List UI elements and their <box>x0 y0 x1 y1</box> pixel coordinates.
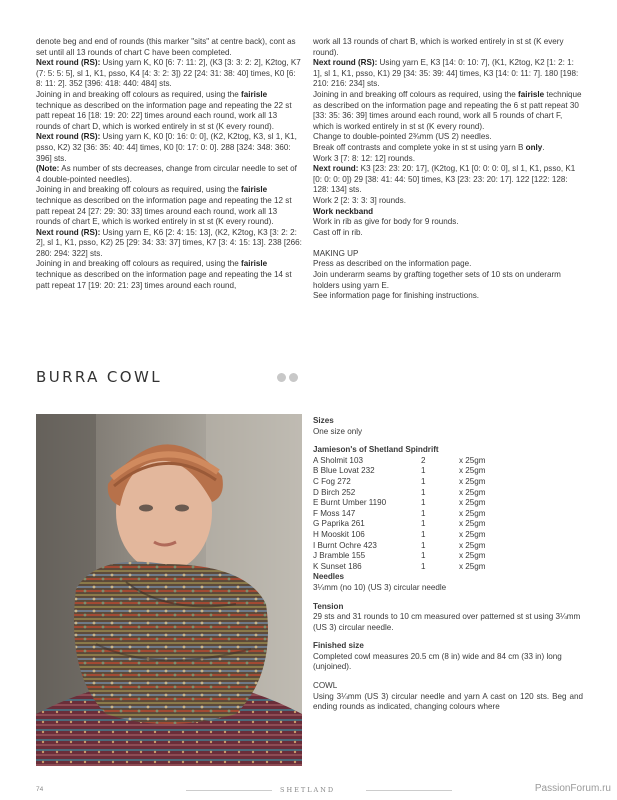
subheading: Work neckband <box>313 206 374 216</box>
pattern-paragraph <box>313 143 583 154</box>
pattern-paragraph <box>313 58 583 90</box>
sizes-value: One size only <box>313 426 363 436</box>
finished-size-value: Completed cowl measures 20.5 cm (8 in) wide and 84 cm (33 in) long (unjoined). <box>313 651 562 672</box>
yarn-unit: x 25gm <box>459 487 486 497</box>
instruction-text: technique as described on the information page and repeating the 22 st patt repeat 16 [18: 19: 20: 22] times around each round, work all 13 rounds of chart D, which is worked entirely in st st (K every round). <box>36 100 292 131</box>
model-photo <box>36 414 302 766</box>
model-photo-illustration <box>36 414 302 766</box>
yarn-table <box>313 456 486 573</box>
yarn-quantity: 1 <box>421 529 426 539</box>
yarn-name: E Burnt Umber 1190 <box>313 498 387 508</box>
yarn-row <box>313 466 486 477</box>
instruction-text: K3 [23: 23: 20: 17], (K2tog, K1 [0: 0: 0: 0], sl 1, K1, psso, K1 [0: 0: 0: 0]) 29 [38: 41: 44: 50] times, K3 [23: 23: 20: 17]. 122 [122: 128: 128: 134] sts. <box>313 164 576 195</box>
yarn-name: C Fog 272 <box>313 476 351 486</box>
instruction-text: . <box>542 142 545 152</box>
yarn-unit: x 25gm <box>459 466 486 476</box>
pattern-paragraph: See information page for finishing instructions. <box>313 291 480 301</box>
yarn-quantity: 1 <box>421 551 426 561</box>
yarn-row <box>313 519 486 530</box>
section-header <box>36 368 302 388</box>
instruction-text: Using yarn E, K3 [14: 0: 10: 7], (K1, K2tog, K2 [1: 2: 1: 1], sl 1, K1, psso, K1) 29 [34: 35: 39: 44] times, K3 [14: 0: 11: 7]. 180 [198: 210: 216: 234] sts. <box>313 58 579 89</box>
decorative-dot <box>289 373 298 382</box>
pattern-paragraph: Cast off in rib. <box>313 227 363 237</box>
pattern-text-right-column <box>313 37 583 302</box>
instruction-text: Joining in and breaking off colours as required, using the <box>36 185 242 195</box>
yarn-row <box>313 530 486 541</box>
instruction-text: As number of sts decreases, change from circular needle to set of 4 double-pointed needles). <box>36 164 297 184</box>
yarn-name: G Paprika 261 <box>313 519 365 529</box>
yarn-name: J Bramble 155 <box>313 551 366 561</box>
pattern-paragraph: Press as described on the information page. <box>313 259 472 269</box>
instruction-text: technique as described on the information page and repeating the 12 st patt repeat 24 [27: 29: 30: 33] times around each round, work all 13 rounds of chart E, which is worked entirely in st st (K every round). <box>36 195 292 227</box>
section-title: BURRA COWL <box>36 368 163 386</box>
tension-heading: Tension <box>313 601 344 611</box>
yarn-row <box>313 562 486 573</box>
sizes-heading: Sizes <box>313 416 334 425</box>
yarn-heading: Jamieson's of Shetland Spindrift <box>313 445 439 455</box>
pattern-paragraph <box>36 228 302 260</box>
needles-heading: Needles <box>313 572 345 582</box>
yarn-name: A Sholmit 103 <box>313 455 363 465</box>
instruction-text: Joining in and breaking off colours as required, using the <box>36 89 242 99</box>
instruction-text: Joining in and breaking off colours as required, using the <box>36 259 242 269</box>
pattern-paragraph <box>36 164 302 185</box>
instruction-text: Joining in and breaking off colours as required, using the <box>313 89 519 99</box>
instruction-label: Next round (RS): <box>36 132 101 142</box>
yarn-unit: x 25gm <box>459 508 486 518</box>
emphasis-term: only <box>525 142 543 152</box>
pattern-paragraph: Work 3 [7: 8: 12: 12] rounds. <box>313 153 415 163</box>
footer-brand: SHETLAND <box>280 786 336 794</box>
yarn-row <box>313 541 486 552</box>
instruction-label: Next round (RS): <box>36 227 101 237</box>
pattern-text-left-column <box>36 37 302 291</box>
pattern-paragraph <box>36 259 302 291</box>
emphasis-term: fairisle <box>241 259 268 269</box>
finished-size-heading: Finished size <box>313 641 364 651</box>
yarn-quantity: 1 <box>421 498 426 508</box>
footer-divider <box>186 790 272 791</box>
needles-value: 3¼mm (no 10) (US 3) circular needle <box>313 582 447 592</box>
pattern-paragraph: MAKING UP <box>313 248 359 258</box>
pattern-paragraph <box>313 207 583 218</box>
instruction-text: Break off contrasts and complete yoke in st st using yarn B <box>313 142 526 152</box>
yarn-row <box>313 477 486 488</box>
pattern-paragraph <box>36 58 302 90</box>
pattern-paragraph <box>36 132 302 164</box>
instruction-text: technique as described on the information page and repeating the 6 st patt repeat 30 [33: 35: 36: 39] times around each round, work all 5 rounds of chart F, which is worked entirely in st st (K every round). <box>313 89 582 131</box>
emphasis-term: fairisle <box>241 89 268 99</box>
page-number: 74 <box>36 786 44 793</box>
watermark: PassionForum.ru <box>534 783 611 794</box>
instruction-text: Using yarn K, K0 [6: 7: 11: 2], (K3 [3: 3: 2: 2], K2tog, K7 (7: 5: 5: 5], sl 1, K1, psso, K4 [4: 3: 2: 3]) 22 [24: 31: 38: 40] times, K0 [6: 8: 11: 2]. 352 [396: 418: 440: 484] sts. <box>36 58 301 89</box>
yarn-name: I Burnt Ochre 423 <box>313 540 377 550</box>
yarn-quantity: 1 <box>421 561 426 571</box>
tension-value: 29 sts and 31 rounds to 10 cm measured over patterned st st using 3¼mm (US 3) circular needle. <box>313 612 581 632</box>
pattern-paragraph <box>36 90 302 132</box>
emphasis-term: fairisle <box>518 89 545 99</box>
footer-divider <box>366 790 452 791</box>
yarn-unit: x 25gm <box>459 529 486 539</box>
page-footer <box>36 786 582 796</box>
yarn-name: D Birch 252 <box>313 487 356 497</box>
instruction-label: Next round (RS): <box>313 58 378 68</box>
yarn-name: F Moss 147 <box>313 508 356 518</box>
yarn-row <box>313 488 486 499</box>
yarn-row <box>313 456 486 467</box>
paragraph-spacer <box>313 238 583 249</box>
yarn-unit: x 25gm <box>459 519 486 529</box>
pattern-paragraph: Work 2 [2: 3: 3: 3] rounds. <box>313 195 406 205</box>
yarn-quantity: 1 <box>421 476 426 486</box>
yarn-row <box>313 498 486 509</box>
pattern-paragraph: Work in rib as give for body for 9 rounds. <box>313 217 459 227</box>
yarn-unit: x 25gm <box>459 540 486 550</box>
instruction-text: technique as described on the information page and repeating the 14 st patt repeat 17 [19: 20: 21: 23] times around each round, <box>36 270 292 290</box>
instruction-label: Next round: <box>313 164 359 174</box>
yarn-quantity: 2 <box>421 455 426 465</box>
yarn-unit: x 25gm <box>459 551 486 561</box>
pattern-paragraph <box>313 90 583 132</box>
decorative-dot <box>277 373 286 382</box>
yarn-unit: x 25gm <box>459 498 486 508</box>
yarn-unit: x 25gm <box>459 476 486 486</box>
yarn-unit: x 25gm <box>459 561 486 571</box>
yarn-quantity: 1 <box>421 540 426 550</box>
instruction-label: (Note: <box>36 164 60 174</box>
yarn-unit: x 25gm <box>459 455 486 465</box>
pattern-paragraph: work all 13 rounds of chart B, which is worked entirely in st st (K every round). <box>313 37 564 57</box>
cowl-instructions: Using 3¼mm (US 3) circular needle and yarn A cast on 120 sts. Beg and ending rounds as indicated, changing colours where <box>313 691 583 712</box>
yarn-quantity: 1 <box>421 487 426 497</box>
yarn-row <box>313 551 486 562</box>
instruction-label: Next round (RS): <box>36 58 101 68</box>
instruction-text: Using yarn K, K0 [0: 16: 0: 0], (K2, K2tog, K3, sl 1, K1, psso, K2) 32 [36: 35: 40: 44] times, K0 [0: 17: 0: 0]. 288 [324: 348: 360: 396] sts. <box>36 132 297 163</box>
yarn-quantity: 1 <box>421 466 426 476</box>
pattern-paragraph: Change to double-pointed 2¾mm (US 2) needles. <box>313 132 492 142</box>
pattern-paragraph: denote beg and end of rounds (this marker "sits" at centre back), cont as set until all 13 rounds of chart C have been completed. <box>36 37 296 57</box>
yarn-row <box>313 509 486 520</box>
yarn-quantity: 1 <box>421 508 426 518</box>
instruction-text: Using yarn E, K6 [2: 4: 15: 13], (K2, K2tog, K3 [3: 2: 2: 2], sl 1, K1, psso, K2) 25 [29: 34: 33: 37] times, K7 [3: 4: 15: 13]. 238 [266: 280: 294: 322] sts. <box>36 227 302 258</box>
pattern-info-column <box>313 416 583 713</box>
pattern-paragraph <box>36 185 302 227</box>
pattern-paragraph: Join underarm seams by grafting together sets of 10 sts on underarm holders using yarn E. <box>313 270 561 290</box>
yarn-name: B Blue Lovat 232 <box>313 466 375 476</box>
pattern-paragraph <box>313 164 583 196</box>
yarn-quantity: 1 <box>421 519 426 529</box>
yarn-name: H Mooskit 106 <box>313 529 365 539</box>
emphasis-term: fairisle <box>241 185 268 195</box>
yarn-name: K Sunset 186 <box>313 561 362 571</box>
cowl-heading: COWL <box>313 681 338 691</box>
